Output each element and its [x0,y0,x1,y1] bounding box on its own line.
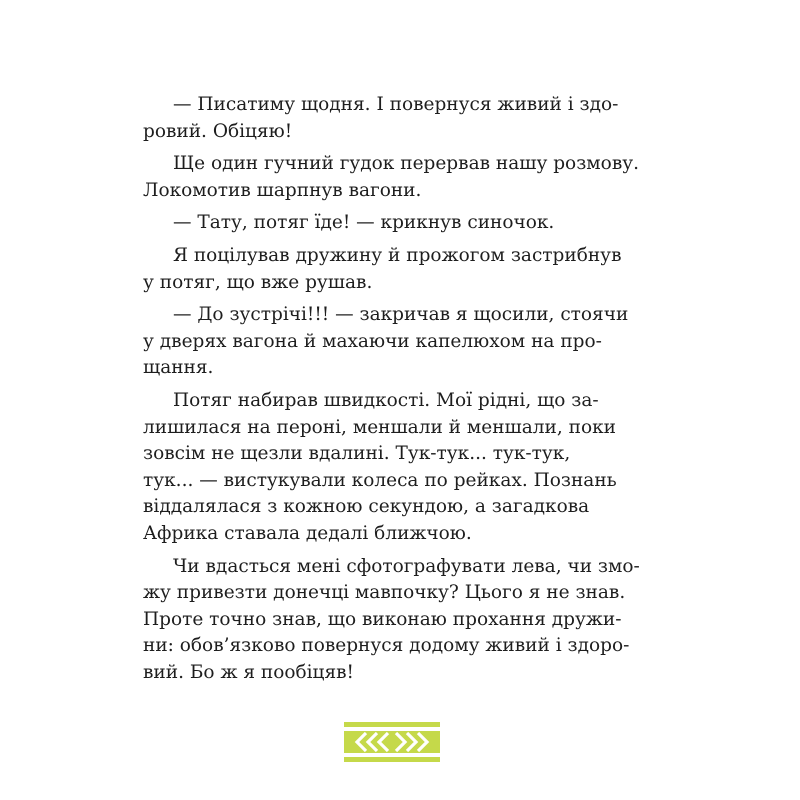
text-line: лишилася на пероні, меншали й меншали, поки [143,416,616,438]
paragraph-4 [143,243,663,296]
paragraph-2 [143,151,663,204]
text-line: Локомотив шарпнув вагони. [143,179,422,201]
text-line: щання. [143,357,214,379]
text-line: вий. Бо ж я пообіцяв! [143,661,354,683]
text-line: ни: обов’язково повернуся додому живий і здоро- [143,635,630,657]
paragraph-7 [143,554,663,687]
text-line: Проте точно знав, що виконаю прохання дружи- [143,608,622,630]
text-line: зовсім не щезли вдалині. Тук-тук... тук-тук, [143,443,571,465]
paragraph-6 [143,388,663,548]
paragraph-1 [143,92,663,145]
ornament-top-bar [344,722,440,727]
text-line: віддалялася з кожною секундою, а загадкова [143,496,590,518]
text-line: — Тату, потяг їде! — крикнув синочок. [173,212,555,234]
text-line: жу привезти донечці мавпочку? Цього я не знав. [143,582,626,604]
text-line: Ще один гучний гудок перервав нашу розмову. [173,153,639,175]
text-line: — Писатиму щодня. І повернуся живий і здо- [173,94,619,115]
zigzag-ornament-icon [344,722,440,762]
text-line: Чи вдасться мені сфотографувати лева, чи змо- [173,555,640,577]
ornament-bottom-bar [344,757,440,762]
text-line: у потяг, що вже рушав. [143,271,373,293]
paragraph-3 [143,210,663,237]
text-line: ровий. Обіцяю! [143,120,293,142]
text-line: тук... — вистукували колеса по рейках. Познань [143,469,617,491]
story-text [143,86,663,686]
paragraph-5 [143,302,663,382]
text-line: Я поцілував дружину й прожогом застрибнув [173,244,622,266]
text-line: — До зустрічі!!! — закричав я щосили, стоячи [173,304,629,326]
text-line: у дверях вагона й махаючи капелюхом на про- [143,330,602,352]
text-line: Потяг набирав швидкості. Мої рідні, що за- [173,389,599,411]
text-line: Африка ставала дедалі ближчою. [143,522,472,544]
